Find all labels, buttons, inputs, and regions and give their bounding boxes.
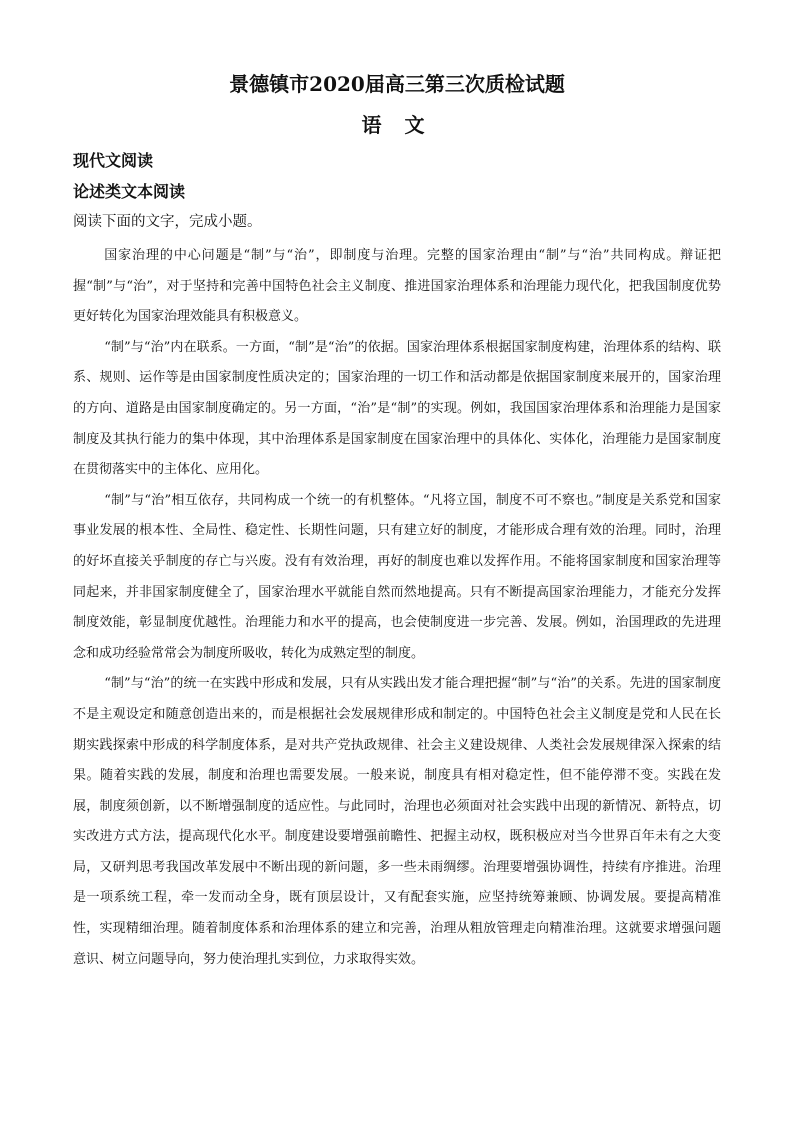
article-paragraph-4: “制”与“治”的统一在实践中形成和发展，只有从实践出发才能合理把握“制”与“治”的关系。先进的国家制度不是主观设定和随意创造出来的，而是根据社会发展规律形成和制定的。中国特色社会主义制度是党和人民在长期实践探索中形成的科学制度体系，是对共产党执政规律、社会主义建设规律、人类社会发展规律深入探索的结果。随着实践的发展，制度和治理也需要发展。一般来说，制度具有相对稳定性，但不能停滞不变。实践在发展，制度须创新，以不断增强制度的适应性。与此同时，治理也必须面对社会实践中出现的新情况、新特点，切实改进方式方法，提高现代化水平。制度建设要增强前瞻性、把握主动权，既积极应对当今世界百年未有之大变局，又研判思考我国改革发展中不断出现的新问题，多一些未雨绸缪。治理要增强协调性，持续有序推进。治理是一项系统工程，牵一发而动全身，既有顶层设计，又有配套实施，应坚持统筹兼顾、协调发展。要提高精准性，实现精细治理。随着制度体系和治理体系的建立和完善，治理从粗放管理走向精准治理。这就要求增强问题意识、树立问题导向，努力使治理扎实到位，力求取得实效。 [73, 676, 721, 967]
subject-title: 语 文 [361, 113, 433, 137]
article-paragraph-2: “制”与“治”内在联系。一方面，“制”是“治”的依据。国家治理体系根据国家制度构建，治理体系的结构、联系、规则、运作等是由国家制度性质决定的；国家治理的一切工作和活动都是依据国家制度来展开的，国家治理的方向、道路是由国家制度确定的。另一方面，“治”是“制”的实现。例如，我国国家治理体系和治理能力是国家制度及其执行能力的集中体现，其中治理体系是国家制度在国家治理中的具体化、实体化，治理能力是国家制度在贯彻落实中的主体化、应用化。 [73, 339, 721, 478]
section-heading-modern: 现代文阅读 [73, 151, 154, 170]
exam-title: 景德镇市2020届高三第三次质检试题 [229, 72, 565, 96]
section-heading-argumentative: 论述类文本阅读 [73, 182, 186, 201]
article-body [73, 241, 721, 975]
article-paragraph-1: 国家治理的中心问题是“制”与“治”，即制度与治理。完整的国家治理由“制”与“治”共同构成。辩证把握“制”与“治”，对于坚持和完善中国特色社会主义制度、推进国家治理体系和治理能力现代化，把我国制度优势更好转化为国家治理效能具有积极意义。 [73, 248, 721, 325]
reading-instruction: 阅读下面的文字，完成小题。 [73, 214, 262, 230]
article-paragraph-3: “制”与“治”相互依存，共同构成一个统一的有机整体。“凡将立国，制度不可不察也。”制度是关系党和国家事业发展的根本性、全局性、稳定性、长期性问题，只有建立好的制度，才能形成合理有效的治理。同时，治理的好坏直接关乎制度的存亡与兴废。没有有效治理，再好的制度也难以发挥作用。不能将国家制度和国家治理等同起来，并非国家制度健全了，国家治理水平就能自然而然地提高。只有不断提高国家治理能力，才能充分发挥制度效能，彰显制度优越性。治理能力和水平的提高，也会使制度进一步完善、发展。例如，治国理政的先进理念和成功经验常常会为制度所吸收，转化为成熟定型的制度。 [73, 492, 721, 661]
